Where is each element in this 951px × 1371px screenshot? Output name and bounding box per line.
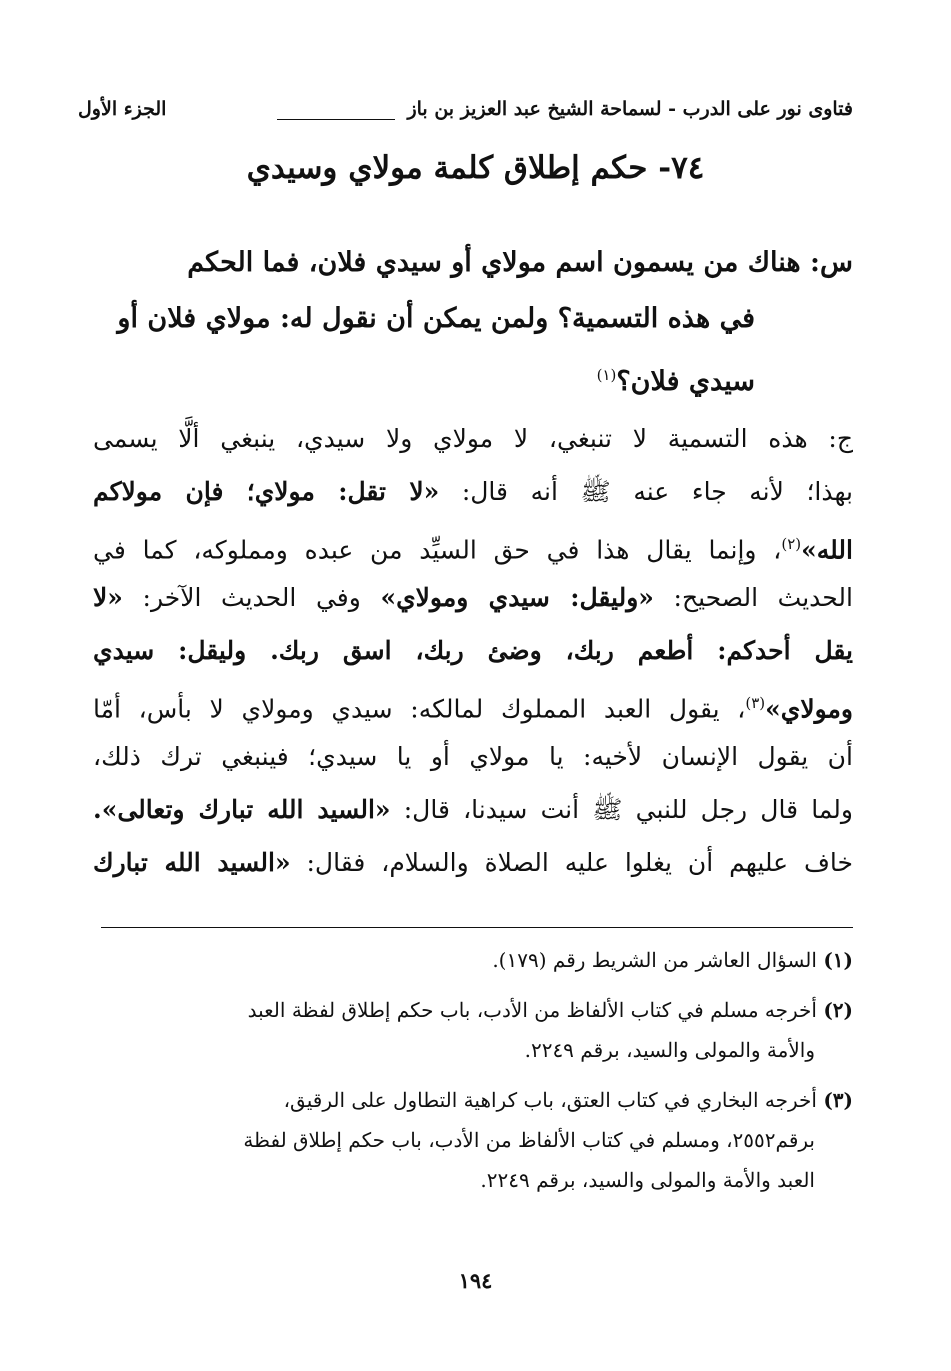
answer-line — [93, 677, 853, 730]
running-header-volume — [78, 98, 166, 120]
footnote-number: (٣) — [823, 1088, 853, 1112]
footnote-number: (١) — [823, 948, 853, 972]
footnote-line: والأمة والمولى والسيد، برقم ٢٢٤٩. — [524, 1038, 815, 1062]
hadith-quote: «لا — [93, 583, 123, 612]
footnote-text: السؤال العاشر من الشريط رقم (١٧٩). — [492, 948, 824, 972]
footnote-line: برقم٢٥٥٢، ومسلم في كتاب الألفاظ من الأدب، باب حكم إطلاق لفظة — [243, 1128, 815, 1152]
header-rule — [277, 119, 395, 120]
answer-line — [93, 836, 853, 889]
hadith-quote: «السيد الله تبارك وتعالى». — [93, 795, 391, 824]
answer-text: خاف عليهم أن يغلوا عليه الصلاة والسلام، فقال: — [290, 848, 853, 877]
footnote-number: (٢) — [823, 998, 853, 1022]
footnote-ref[interactable]: (١) — [596, 366, 617, 384]
footnote-text: أخرجه مسلم في كتاب الألفاظ من الأدب، باب حكم إطلاق لفظة العبد — [247, 998, 824, 1022]
running-header — [78, 92, 853, 126]
footnote-line — [83, 990, 853, 1030]
footnote-line — [83, 1080, 853, 1120]
answer-line: ج: هذه التسمية لا تنبغي، لا مولاي ولا سيدي، ينبغي ألَّا يسمى — [93, 424, 853, 453]
footnote-ref[interactable]: (٢) — [781, 535, 802, 553]
question-line: س: هناك من يسمون اسم مولاي أو سيدي فلان، فما الحكم — [187, 247, 853, 278]
answer-line — [93, 571, 853, 624]
answer-line: أن يقول الإنسان لأخيه: يا مولاي أو يا سيدي؛ فينبغي ترك ذلك، — [93, 742, 853, 771]
hadith-quote: «لا تقل: مولاي؛ فإن مولاكم — [93, 477, 440, 506]
footnote-2 — [83, 990, 853, 1070]
footnote-ref[interactable]: (٣) — [745, 694, 766, 712]
question-line — [123, 347, 853, 410]
question-line: في هذه التسمية؟ ولمن يمكن أن نقول له: مولاي فلان أو — [117, 303, 755, 334]
answer-text: بهذا؛ لأنه جاء عنه ﷺ أنه قال: — [439, 477, 853, 506]
volume-label: الجزء الأول — [78, 98, 167, 120]
hadith-quote: «وليقل: سيدي ومولاي» — [380, 583, 654, 612]
footnotes — [83, 940, 853, 1210]
answer-text: ولما قال رجل للنبي ﷺ أنت سيدنا، قال: — [390, 795, 853, 824]
answer-text: ، وإنما يقال هذا في حق السيِّد من عبده ومملوكه، كما في — [93, 535, 782, 565]
answer-line: يقل أحدكم: أطعم ربك، وضئ ربك، اسق ربك. وليقل: سيدي — [93, 636, 853, 665]
footnote-1 — [83, 940, 853, 980]
footnote-3 — [83, 1080, 853, 1200]
book-title: فتاوى نور على الدرب - لسماحة الشيخ عبد العزيز بن باز — [407, 98, 853, 120]
answer-block — [93, 412, 853, 889]
hadith-quote: «السيد الله تبارك — [93, 848, 291, 877]
answer-line — [93, 783, 853, 836]
answer-text: الحديث الصحيح: — [653, 583, 853, 612]
answer-text: وفي الحديث الآخر: — [122, 583, 381, 612]
running-header-title — [271, 98, 853, 120]
answer-line — [93, 518, 853, 571]
page-number: ١٩٤ — [458, 1268, 493, 1293]
footnote-line: العبد والأمة والمولى والسيد، برقم ٢٢٤٩. — [480, 1168, 815, 1192]
hadith-quote: ومولاي» — [765, 694, 853, 724]
footnote-text: أخرجه البخاري في كتاب العتق، باب كراهية التطاول على الرقيق، — [283, 1088, 824, 1112]
hadith-quote: الله» — [801, 535, 853, 565]
answer-text: ، يقول العبد المملوك لمالكه: سيدي ومولاي لا بأس، أمّا — [93, 694, 746, 724]
footnote-line — [83, 940, 853, 980]
question-block — [117, 235, 853, 410]
footnote-separator — [101, 927, 853, 928]
question-text: سيدي فلان؟ — [616, 366, 755, 397]
answer-line — [93, 465, 853, 518]
chapter-title: ٧٤- حكم إطلاق كلمة مولاي وسيدي — [246, 150, 705, 186]
